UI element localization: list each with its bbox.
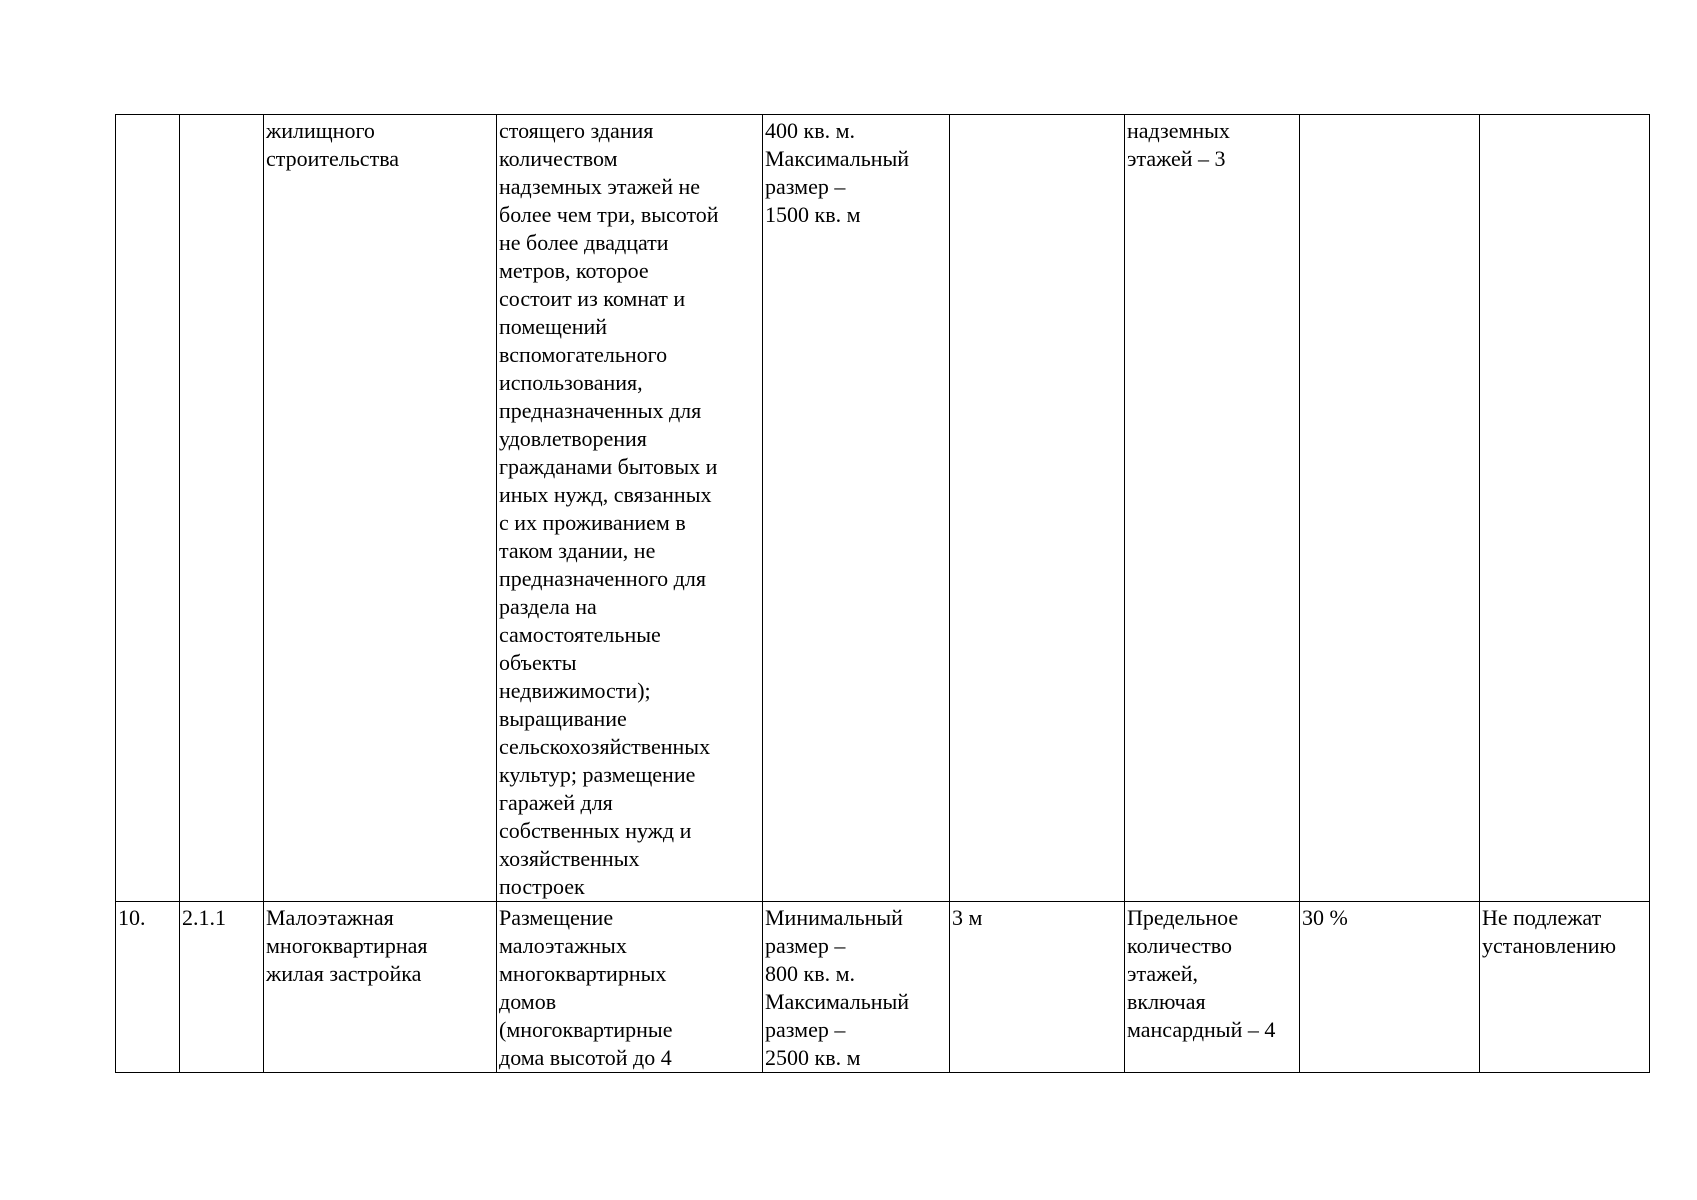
code-cell bbox=[180, 115, 264, 902]
code-cell: 2.1.1 bbox=[180, 902, 264, 1073]
plot-size-cell: 400 кв. м. Максимальный размер – 1500 кв. м bbox=[763, 115, 950, 902]
coverage-cell: 30 % bbox=[1300, 902, 1480, 1073]
setback-cell: 3 м bbox=[950, 902, 1125, 1073]
table-row bbox=[116, 902, 1650, 1073]
land-use-regulations-table bbox=[115, 114, 1650, 1073]
plot-size-cell: Минимальный размер – 800 кв. м. Максимальный размер – 2500 кв. м bbox=[763, 902, 950, 1073]
use-type-name-cell: жилищного строительства bbox=[264, 115, 497, 902]
table-row bbox=[116, 115, 1650, 902]
setback-cell bbox=[950, 115, 1125, 902]
other-restrictions-cell: Не подлежат установлению bbox=[1480, 902, 1650, 1073]
coverage-cell bbox=[1300, 115, 1480, 902]
use-type-name-cell: Малоэтажная многоквартирная жилая застройка bbox=[264, 902, 497, 1073]
use-description-cell: стоящего здания количеством надземных этажей не более чем три, высотой не более двадцати метров, которое состоит из комнат и помещений вспомогательного использования, предназначенных для удовлетворения гражданами бытовых и иных нужд, связанных с их проживанием в таком здании, не предназначенного для раздела на самостоятельные объекты недвижимости); выращивание сельскохозяйственных культур; размещение гаражей для собственных нужд и хозяйственных построек bbox=[497, 115, 763, 902]
other-restrictions-cell bbox=[1480, 115, 1650, 902]
floors-limit-cell: надземных этажей – 3 bbox=[1125, 115, 1300, 902]
floors-limit-cell: Предельное количество этажей, включая мансардный – 4 bbox=[1125, 902, 1300, 1073]
use-description-cell: Размещение малоэтажных многоквартирных домов (многоквартирные дома высотой до 4 bbox=[497, 902, 763, 1073]
row-number-cell: 10. bbox=[116, 902, 180, 1073]
row-number-cell bbox=[116, 115, 180, 902]
